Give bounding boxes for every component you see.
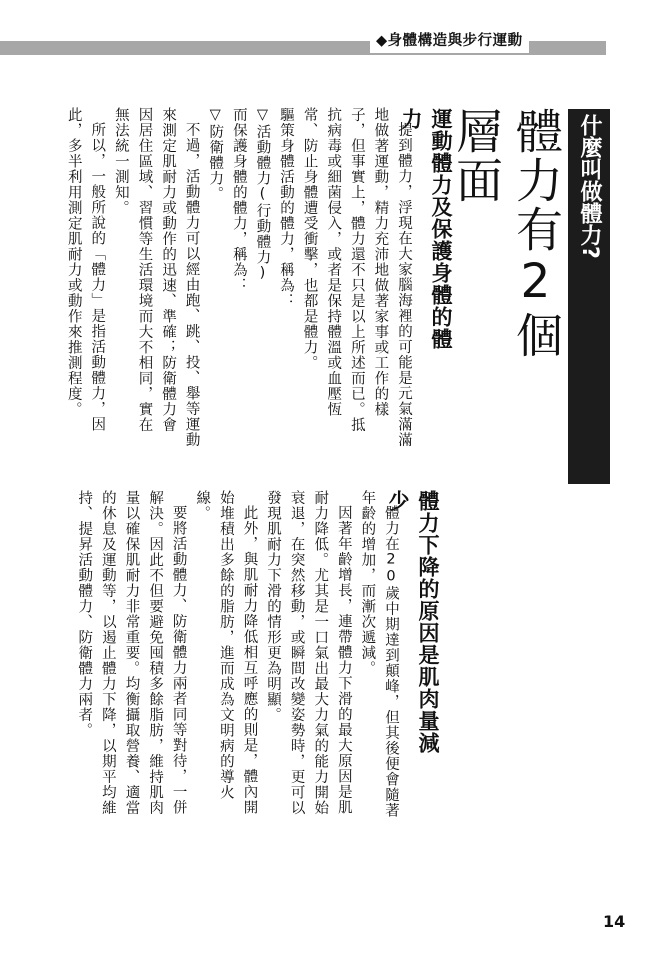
paragraph: 所以，一般所說的「體力」是指活動體力，因此，多半利用測定肌耐力或動作來推測程度。 (65, 107, 106, 432)
paragraph: 要將活動體力、防衛體力兩者同等對待，一併解決。因此不但要避免囤積多餘脂肪，維持肌肉量以確保肌耐力非常重要。均衡攝取營養、適當的休息及運動等，以遏止體力下降，以期平均維持、提昇活動體力、防衛體力兩者。 (76, 490, 187, 816)
paragraph: 體力在20歲中期達到顛峰，但其後便會隨著年齡的增加，而漸次遞減。 (359, 490, 399, 818)
paragraph: 因著年齡增長，連帶體力下滑的最大原因是肌耐力降低。尤其是一口氣出最大力氣的能力開始衰退，在突然移動，或瞬間改變姿勢時，更可以發現肌耐力下滑的情形更為明顯。 (265, 490, 352, 816)
side-tab-label: 什麼叫做體力? (577, 114, 602, 259)
page-title: 體力有2個層面 (448, 107, 563, 360)
section-body-activity-fitness (60, 107, 415, 447)
paragraph: ▽活動體力(行動體力) (254, 107, 271, 282)
paragraph: 驅策身體活動的體力，稱為： (278, 107, 295, 309)
paragraph: 此外，與肌耐力降低相互呼應的則是，體內開始堆積出多餘的脂肪，進而成為文明病的導火線。 (194, 490, 258, 815)
running-title: ◆身體構造與步行運動 (370, 29, 529, 53)
section-heading-activity-fitness: 運動體力及保護身體的體力 (399, 108, 453, 350)
paragraph: 不過，活動體力可以經由跑、跳、投、舉等運動來測定肌耐力或動作的迅速、準確；防衛體力會因居住區域、習慣等生活環境而大不相同，實在無法統一測知。 (112, 107, 200, 447)
paragraph: 提到體力，浮現在大家腦海裡的可能是元氣滿滿地做著運動，精力充沛地做著家事或工作的樣子，但事實上，體力還不只是以上所述而已。抵抗病毒或細菌侵入，或者是保持體溫或血壓恆常、防止身體遭受衝擊，也都是體力。 (301, 107, 412, 447)
section-heading-muscle-loss: 體力下降的原因是肌肉量減少 (386, 490, 440, 754)
paragraph: ▽防衛體力。 (207, 107, 224, 202)
section-body-muscle-loss (76, 490, 402, 820)
page-number: 14 (603, 912, 626, 931)
paragraph: 而保護身體的體力，稱為： (230, 107, 247, 293)
